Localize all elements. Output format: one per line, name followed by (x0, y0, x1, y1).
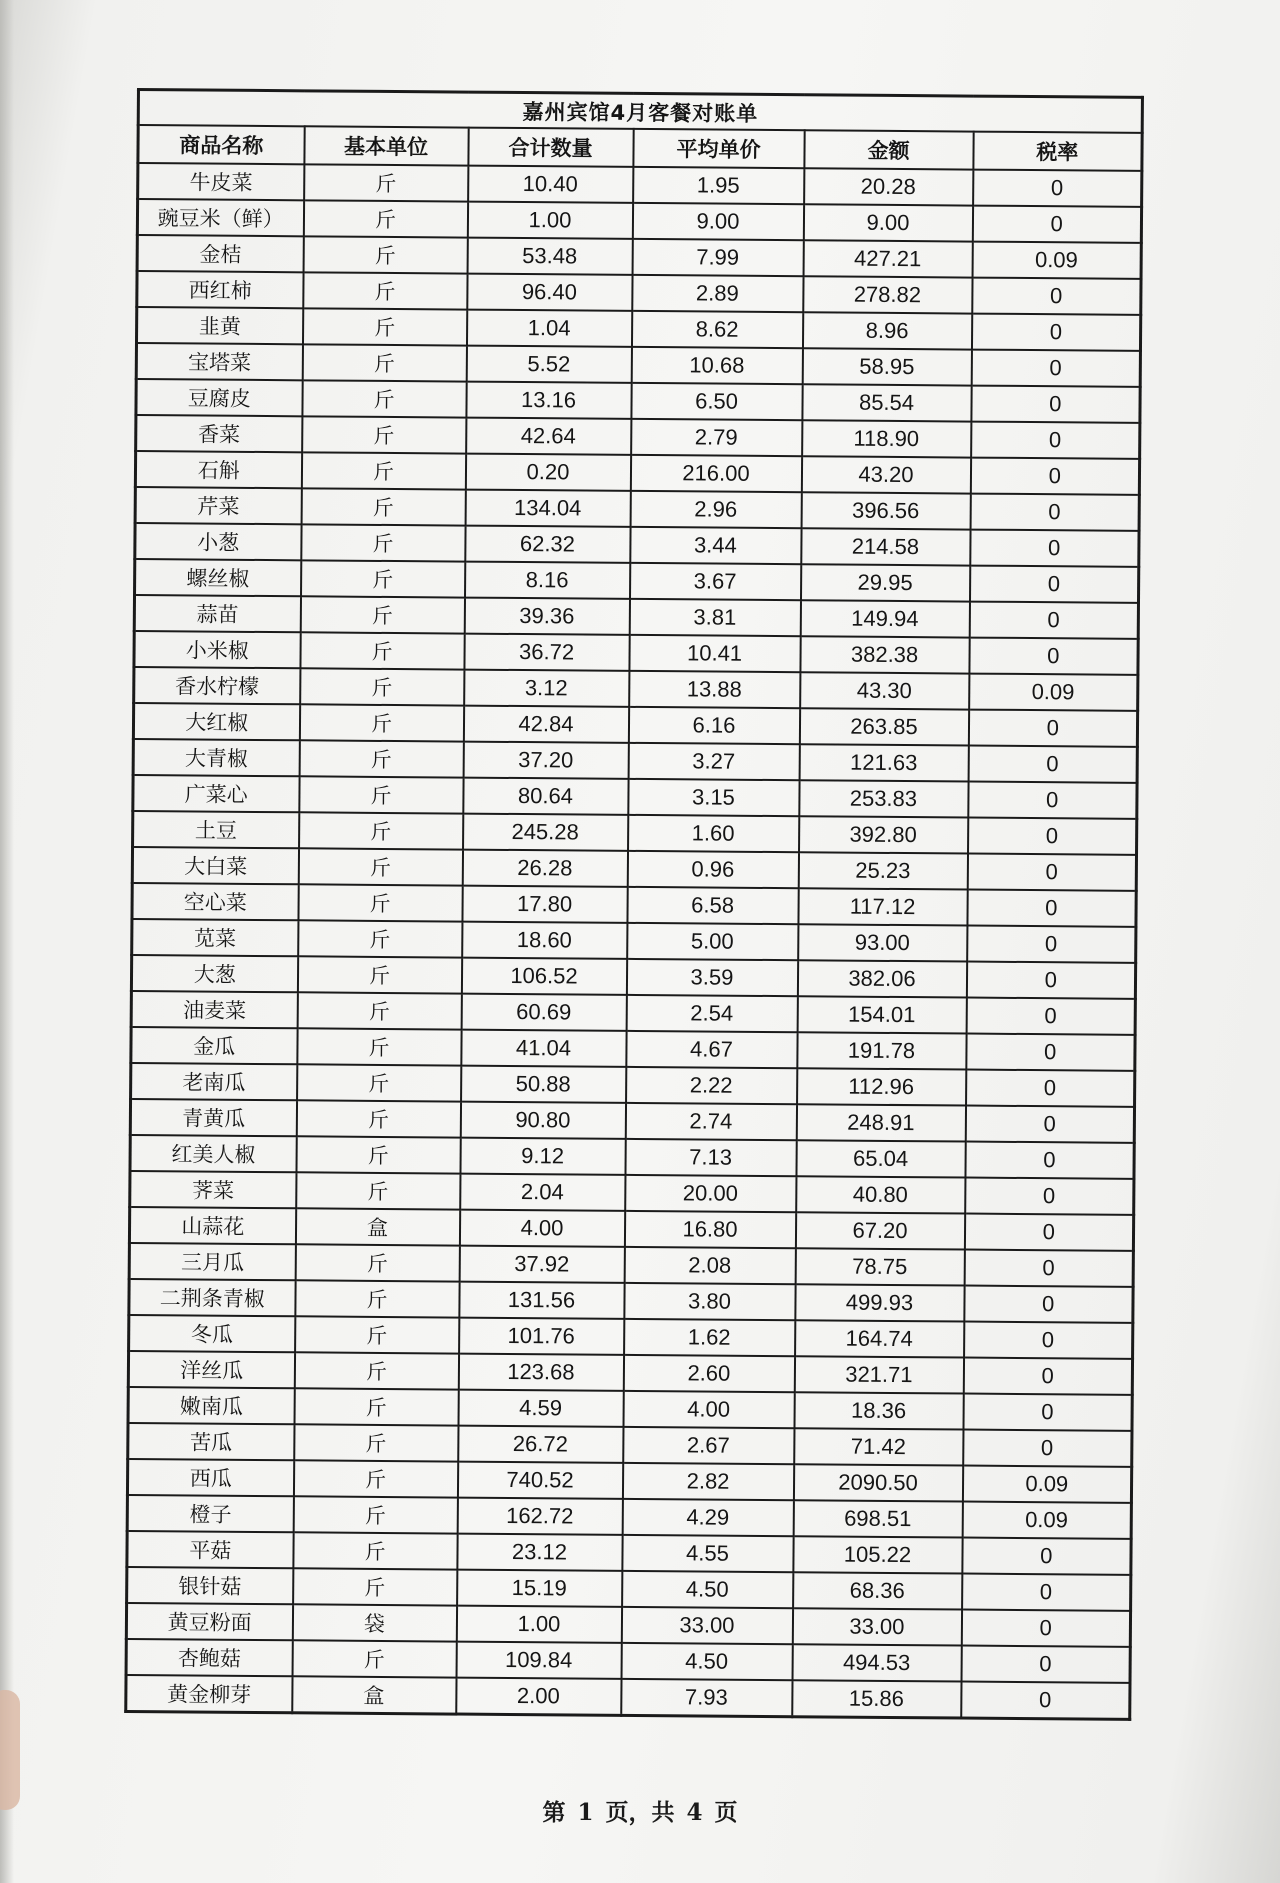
cell-product-name: 金桔 (137, 235, 303, 272)
cell-price: 3.27 (628, 743, 799, 780)
cell-product-name: 土豆 (133, 811, 299, 848)
cell-product-name: 大葱 (131, 955, 297, 992)
cell-tax-rate: 0 (964, 1322, 1133, 1359)
header-tax-rate: 税率 (973, 132, 1142, 171)
cell-quantity: 60.69 (461, 994, 626, 1031)
cell-unit: 斤 (299, 776, 463, 813)
page-edge-shadow (0, 0, 14, 1883)
cell-price: 9.00 (632, 203, 803, 240)
cell-amount: 33.00 (792, 1608, 961, 1645)
cell-amount: 253.83 (799, 780, 968, 817)
cell-tax-rate: 0 (968, 818, 1137, 855)
cell-price: 2.89 (632, 275, 803, 312)
cell-quantity: 9.12 (460, 1138, 625, 1175)
cell-amount: 382.06 (797, 960, 966, 997)
cell-product-name: 苦瓜 (128, 1423, 294, 1460)
footer-mid: 页，共 (605, 1799, 675, 1826)
cell-quantity: 0.20 (465, 454, 630, 491)
cell-tax-rate: 0 (972, 278, 1141, 315)
reconciliation-table (124, 88, 1144, 1721)
ledger-sheet (124, 88, 1141, 1721)
cell-tax-rate: 0 (961, 1682, 1130, 1720)
cell-quantity: 37.92 (459, 1246, 624, 1283)
cell-tax-rate: 0 (969, 566, 1138, 603)
cell-product-name: 牛皮菜 (138, 163, 304, 200)
cell-unit: 斤 (296, 1172, 460, 1209)
cell-quantity: 106.52 (461, 958, 626, 995)
cell-price: 2.82 (622, 1463, 793, 1500)
cell-price: 2.79 (631, 419, 802, 456)
cell-price: 4.50 (622, 1571, 793, 1608)
cell-amount: 112.96 (797, 1068, 966, 1105)
cell-tax-rate: 0.09 (962, 1466, 1131, 1503)
cell-price: 0.96 (627, 851, 798, 888)
cell-product-name: 油麦菜 (131, 991, 297, 1028)
cell-quantity: 13.16 (466, 382, 631, 419)
cell-tax-rate: 0 (965, 1106, 1134, 1143)
cell-price: 216.00 (630, 455, 801, 492)
cell-unit: 斤 (300, 632, 464, 669)
cell-product-name: 荠菜 (130, 1171, 296, 1208)
cell-price: 4.50 (621, 1643, 792, 1680)
cell-tax-rate: 0 (970, 458, 1139, 495)
cell-unit: 斤 (293, 1496, 457, 1533)
cell-tax-rate: 0 (964, 1250, 1133, 1287)
cell-unit: 斤 (295, 1280, 459, 1317)
cell-quantity: 42.64 (466, 418, 631, 455)
document-title: 嘉州宾馆4月客餐对账单 (138, 90, 1142, 133)
cell-unit: 斤 (299, 704, 463, 741)
cell-price: 10.41 (629, 635, 800, 672)
cell-price: 2.60 (623, 1355, 794, 1392)
cell-unit: 斤 (303, 272, 467, 309)
cell-unit: 袋 (292, 1604, 456, 1641)
cell-amount: 698.51 (793, 1500, 962, 1537)
cell-product-name: 山蒜花 (129, 1207, 295, 1244)
table-body (126, 163, 1142, 1719)
cell-unit: 斤 (302, 308, 466, 345)
cell-tax-rate: 0 (969, 602, 1138, 639)
cell-tax-rate: 0 (964, 1286, 1133, 1323)
cell-tax-rate: 0 (970, 530, 1139, 567)
cell-product-name: 洋丝瓜 (128, 1351, 294, 1388)
cell-quantity: 1.00 (456, 1606, 621, 1643)
cell-product-name: 空心菜 (132, 883, 298, 920)
cell-quantity: 2.00 (456, 1678, 621, 1716)
cell-amount: 121.63 (799, 744, 968, 781)
cell-quantity: 36.72 (464, 634, 629, 671)
cell-product-name: 杏鲍菇 (126, 1639, 292, 1676)
cell-product-name: 西红柿 (137, 271, 303, 308)
cell-price: 3.81 (629, 599, 800, 636)
cell-product-name: 芹菜 (135, 487, 301, 524)
cell-product-name: 二荆条青椒 (129, 1279, 295, 1316)
cell-price: 3.80 (624, 1283, 795, 1320)
cell-price: 2.22 (626, 1067, 797, 1104)
cell-price: 13.88 (629, 671, 800, 708)
cell-amount: 248.91 (796, 1104, 965, 1141)
cell-amount: 392.80 (799, 816, 968, 853)
cell-unit: 斤 (293, 1568, 457, 1605)
cell-unit: 斤 (302, 416, 466, 453)
cell-product-name: 宝塔菜 (136, 343, 302, 380)
cell-quantity: 1.00 (467, 202, 632, 239)
cell-unit: 盒 (295, 1208, 459, 1245)
cell-tax-rate: 0 (965, 1178, 1134, 1215)
cell-product-name: 西瓜 (127, 1459, 293, 1496)
cell-amount: 67.20 (795, 1212, 964, 1249)
footer-page-number: 1 (577, 1799, 594, 1826)
cell-unit: 斤 (301, 524, 465, 561)
cell-tax-rate: 0 (963, 1430, 1132, 1467)
cell-unit: 斤 (303, 236, 467, 273)
cell-unit: 斤 (297, 956, 461, 993)
cell-tax-rate: 0 (964, 1214, 1133, 1251)
cell-tax-rate: 0 (968, 782, 1137, 819)
cell-quantity: 1.04 (466, 310, 631, 347)
cell-product-name: 苋菜 (132, 919, 298, 956)
cell-unit: 斤 (297, 1028, 461, 1065)
cell-unit: 斤 (294, 1388, 458, 1425)
cell-unit: 斤 (298, 920, 462, 957)
cell-quantity: 62.32 (465, 526, 630, 563)
cell-unit: 斤 (297, 1064, 461, 1101)
cell-product-name: 螺丝椒 (135, 559, 301, 596)
cell-product-name: 嫩南瓜 (128, 1387, 294, 1424)
cell-quantity: 245.28 (463, 814, 628, 851)
cell-amount: 65.04 (796, 1140, 965, 1177)
cell-unit: 斤 (298, 848, 462, 885)
cell-quantity: 90.80 (460, 1102, 625, 1139)
cell-price: 20.00 (625, 1175, 796, 1212)
cell-amount: 396.56 (801, 492, 970, 529)
cell-unit: 斤 (299, 740, 463, 777)
cell-unit: 斤 (303, 200, 467, 237)
cell-price: 33.00 (621, 1607, 792, 1644)
cell-tax-rate: 0 (968, 710, 1137, 747)
cell-price: 7.93 (621, 1679, 792, 1717)
cell-product-name: 豆腐皮 (136, 379, 302, 416)
footer-page-total: 4 (686, 1799, 703, 1826)
cell-price: 4.29 (622, 1499, 793, 1536)
cell-tax-rate: 0 (969, 638, 1138, 675)
cell-amount: 18.36 (794, 1392, 963, 1429)
cell-price: 2.08 (624, 1247, 795, 1284)
cell-unit: 斤 (294, 1352, 458, 1389)
cell-tax-rate: 0 (971, 314, 1140, 351)
cell-product-name: 韭黄 (136, 307, 302, 344)
cell-tax-rate: 0 (966, 1070, 1135, 1107)
cell-product-name: 豌豆米（鲜） (137, 199, 303, 236)
cell-product-name: 橙子 (127, 1495, 293, 1532)
cell-quantity: 26.28 (462, 850, 627, 887)
cell-tax-rate: 0 (965, 1142, 1134, 1179)
cell-amount: 149.94 (800, 600, 969, 637)
cell-tax-rate: 0 (971, 350, 1140, 387)
cell-amount: 58.95 (802, 348, 971, 385)
cell-quantity: 4.00 (459, 1210, 624, 1247)
cell-tax-rate: 0 (966, 962, 1135, 999)
cell-product-name: 黄豆粉面 (126, 1603, 292, 1640)
cell-amount: 20.28 (804, 168, 973, 205)
header-unit: 基本单位 (304, 126, 468, 165)
cell-amount: 494.53 (792, 1644, 961, 1681)
cell-price: 4.00 (623, 1391, 794, 1428)
cell-quantity: 109.84 (456, 1642, 621, 1679)
cell-amount: 2090.50 (793, 1464, 962, 1501)
cell-price: 8.62 (631, 311, 802, 348)
cell-unit: 斤 (295, 1244, 459, 1281)
cell-unit: 斤 (301, 488, 465, 525)
cell-unit: 斤 (300, 668, 464, 705)
cell-price: 4.55 (622, 1535, 793, 1572)
cell-tax-rate: 0 (967, 854, 1136, 891)
cell-price: 6.50 (631, 383, 802, 420)
cell-tax-rate: 0 (970, 494, 1139, 531)
cell-unit: 斤 (293, 1532, 457, 1569)
cell-amount: 105.22 (793, 1536, 962, 1573)
cell-quantity: 131.56 (459, 1282, 624, 1319)
finger-edge (0, 1690, 20, 1810)
cell-amount: 278.82 (803, 276, 972, 313)
cell-amount: 164.74 (795, 1320, 964, 1357)
cell-amount: 85.54 (802, 384, 971, 421)
cell-quantity: 18.60 (462, 922, 627, 959)
cell-amount: 499.93 (795, 1284, 964, 1321)
cell-unit: 斤 (299, 812, 463, 849)
header-product-name: 商品名称 (138, 125, 304, 164)
cell-amount: 9.00 (803, 204, 972, 241)
cell-amount: 214.58 (801, 528, 970, 565)
cell-price: 1.60 (628, 815, 799, 852)
cell-quantity: 10.40 (468, 166, 633, 203)
cell-price: 2.74 (625, 1103, 796, 1140)
footer-suffix: 页 (714, 1799, 738, 1826)
cell-tax-rate: 0 (962, 1574, 1131, 1611)
footer-prefix: 第 (542, 1799, 566, 1826)
page-footer (0, 1794, 1280, 1827)
cell-quantity: 41.04 (461, 1030, 626, 1067)
cell-price: 2.96 (630, 491, 801, 528)
cell-product-name: 大红椒 (133, 703, 299, 740)
cell-unit: 斤 (292, 1640, 456, 1677)
cell-quantity: 15.19 (457, 1570, 622, 1607)
cell-quantity: 17.80 (462, 886, 627, 923)
cell-product-name: 冬瓜 (129, 1315, 295, 1352)
cell-amount: 321.71 (794, 1356, 963, 1393)
cell-tax-rate: 0 (967, 890, 1136, 927)
cell-price: 4.67 (626, 1031, 797, 1068)
cell-tax-rate: 0 (968, 746, 1137, 783)
cell-product-name: 石斛 (135, 451, 301, 488)
cell-tax-rate: 0 (966, 1034, 1135, 1071)
cell-amount: 427.21 (803, 240, 972, 277)
cell-product-name: 黄金柳芽 (126, 1675, 292, 1713)
cell-quantity: 37.20 (463, 742, 628, 779)
cell-unit: 斤 (294, 1424, 458, 1461)
cell-quantity: 2.04 (460, 1174, 625, 1211)
cell-price: 16.80 (624, 1211, 795, 1248)
cell-tax-rate: 0 (973, 170, 1142, 207)
cell-quantity: 123.68 (458, 1354, 623, 1391)
cell-tax-rate: 0 (971, 422, 1140, 459)
cell-unit: 斤 (296, 1136, 460, 1173)
cell-tax-rate: 0 (962, 1538, 1131, 1575)
cell-tax-rate: 0 (961, 1610, 1130, 1647)
cell-price: 2.54 (626, 995, 797, 1032)
cell-amount: 118.90 (802, 420, 971, 457)
cell-unit: 斤 (302, 380, 466, 417)
cell-tax-rate: 0 (963, 1358, 1132, 1395)
cell-product-name: 大白菜 (132, 847, 298, 884)
cell-unit: 斤 (297, 992, 461, 1029)
header-average-price: 平均单价 (633, 129, 804, 168)
cell-quantity: 80.64 (463, 778, 628, 815)
cell-product-name: 广菜心 (133, 775, 299, 812)
cell-tax-rate: 0.09 (969, 674, 1138, 711)
cell-price: 3.67 (630, 563, 801, 600)
cell-amount: 78.75 (795, 1248, 964, 1285)
cell-tax-rate: 0.09 (972, 242, 1141, 279)
cell-quantity: 96.40 (467, 274, 632, 311)
cell-price: 7.99 (632, 239, 803, 276)
cell-price: 7.13 (625, 1139, 796, 1176)
cell-product-name: 三月瓜 (129, 1243, 295, 1280)
cell-amount: 382.38 (800, 636, 969, 673)
cell-quantity: 162.72 (457, 1498, 622, 1535)
cell-amount: 15.86 (792, 1680, 961, 1718)
cell-amount: 93.00 (798, 924, 967, 961)
cell-quantity: 134.04 (465, 490, 630, 527)
cell-amount: 71.42 (794, 1428, 963, 1465)
cell-amount: 40.80 (796, 1176, 965, 1213)
cell-product-name: 大青椒 (133, 739, 299, 776)
cell-product-name: 老南瓜 (131, 1063, 297, 1100)
cell-amount: 117.12 (798, 888, 967, 925)
cell-quantity: 3.12 (464, 670, 629, 707)
cell-quantity: 5.52 (466, 346, 631, 383)
cell-quantity: 4.59 (458, 1390, 623, 1427)
header-total-quantity: 合计数量 (468, 128, 633, 167)
cell-product-name: 平菇 (127, 1531, 293, 1568)
cell-unit: 盒 (292, 1676, 456, 1714)
cell-product-name: 青黄瓜 (130, 1099, 296, 1136)
cell-tax-rate: 0 (967, 926, 1136, 963)
cell-product-name: 金瓜 (131, 1027, 297, 1064)
cell-unit: 斤 (304, 164, 468, 201)
cell-unit: 斤 (301, 452, 465, 489)
cell-amount: 191.78 (797, 1032, 966, 1069)
cell-quantity: 740.52 (457, 1462, 622, 1499)
cell-price: 2.67 (623, 1427, 794, 1464)
cell-unit: 斤 (300, 596, 464, 633)
cell-product-name: 小米椒 (134, 631, 300, 668)
cell-product-name: 蒜苗 (134, 595, 300, 632)
cell-product-name: 银针菇 (127, 1567, 293, 1604)
cell-price: 3.15 (628, 779, 799, 816)
cell-tax-rate: 0 (972, 206, 1141, 243)
cell-quantity: 23.12 (457, 1534, 622, 1571)
header-amount: 金额 (804, 130, 973, 169)
cell-unit: 斤 (298, 884, 462, 921)
cell-unit: 斤 (293, 1460, 457, 1497)
cell-amount: 25.23 (798, 852, 967, 889)
cell-price: 3.59 (626, 959, 797, 996)
cell-tax-rate: 0 (963, 1394, 1132, 1431)
cell-price: 5.00 (627, 923, 798, 960)
cell-tax-rate: 0 (971, 386, 1140, 423)
cell-quantity: 53.48 (467, 238, 632, 275)
cell-quantity: 8.16 (465, 562, 630, 599)
cell-unit: 斤 (301, 560, 465, 597)
cell-tax-rate: 0 (966, 998, 1135, 1035)
cell-amount: 43.30 (800, 672, 969, 709)
cell-quantity: 26.72 (458, 1426, 623, 1463)
cell-amount: 154.01 (797, 996, 966, 1033)
cell-amount: 43.20 (801, 456, 970, 493)
cell-price: 1.95 (633, 167, 804, 204)
cell-product-name: 红美人椒 (130, 1135, 296, 1172)
cell-quantity: 39.36 (464, 598, 629, 635)
cell-quantity: 50.88 (461, 1066, 626, 1103)
cell-unit: 斤 (296, 1100, 460, 1137)
cell-product-name: 小葱 (135, 523, 301, 560)
cell-tax-rate: 0.09 (962, 1502, 1131, 1539)
table-row (126, 1675, 1130, 1719)
cell-amount: 8.96 (802, 312, 971, 349)
cell-amount: 29.95 (800, 564, 969, 601)
cell-quantity: 42.84 (463, 706, 628, 743)
cell-unit: 斤 (295, 1316, 459, 1353)
cell-quantity: 101.76 (459, 1318, 624, 1355)
cell-price: 10.68 (631, 347, 802, 384)
cell-product-name: 香菜 (136, 415, 302, 452)
cell-unit: 斤 (302, 344, 466, 381)
cell-price: 1.62 (624, 1319, 795, 1356)
cell-amount: 263.85 (799, 708, 968, 745)
cell-product-name: 香水柠檬 (134, 667, 300, 704)
cell-price: 6.58 (627, 887, 798, 924)
cell-amount: 68.36 (793, 1572, 962, 1609)
cell-price: 3.44 (630, 527, 801, 564)
cell-price: 6.16 (628, 707, 799, 744)
cell-tax-rate: 0 (961, 1646, 1130, 1683)
